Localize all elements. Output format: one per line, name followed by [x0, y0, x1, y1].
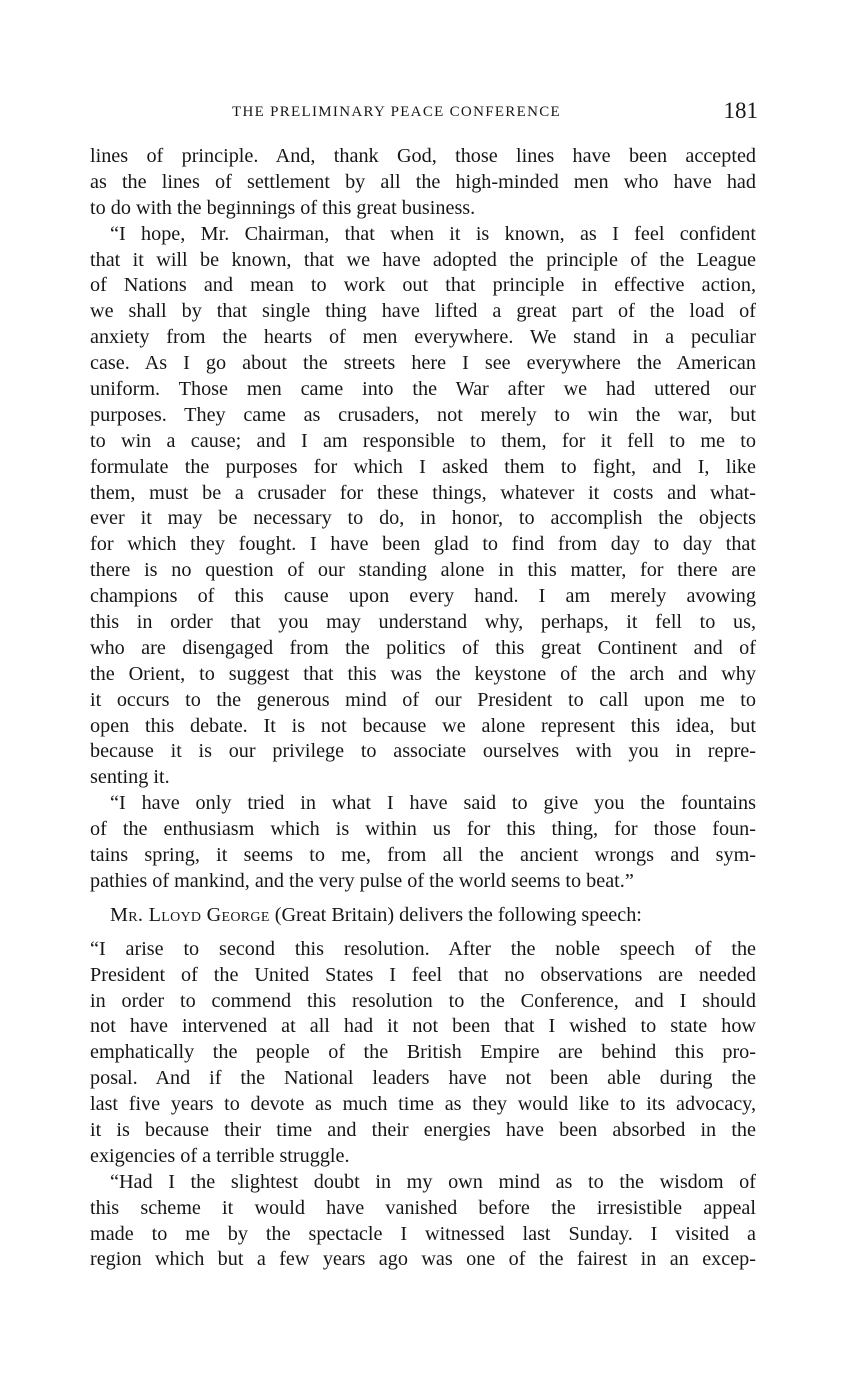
text-line: region which but a few years ago was one of the fairest in an excep-: [90, 1248, 756, 1271]
text-line: President of the United States I feel that no observations are needed: [90, 963, 756, 986]
text-line: purposes. They came as crusaders, not merely to win the war, but: [90, 403, 756, 426]
text-line: senting it.: [90, 766, 170, 789]
text-line: “I hope, Mr. Chairman, that when it is known, as I feel confident: [110, 222, 756, 245]
text-line: to do with the beginnings of this great business.: [90, 196, 476, 219]
text-line: case. As I go about the streets here I see everywhere the American: [90, 352, 756, 375]
speaker-paragraph: [90, 903, 756, 929]
text-line: “I arise to second this resolution. After the noble speech of the: [90, 937, 756, 960]
text-line: it occurs to the generous mind of our President to call upon me to: [90, 688, 756, 711]
text-line: anxiety from the hearts of men everywhere. We stand in a peculiar: [90, 326, 756, 349]
text-line: of the enthusiasm which is within us for this thing, for those foun-: [90, 818, 756, 841]
text-line: tains spring, it seems to me, from all the ancient wrongs and sym-: [90, 844, 756, 867]
text-line: this in order that you may understand why, perhaps, it fell to us,: [90, 611, 756, 634]
paragraph-spacer: [90, 895, 756, 903]
paragraph: [90, 144, 756, 222]
text-line: who are disengaged from the politics of this great Continent and of: [90, 636, 756, 659]
text-line: in order to commend this resolution to the Conference, and I should: [90, 989, 756, 1012]
text-line: last five years to devote as much time as they would like to its advocacy,: [90, 1093, 756, 1116]
page-number: 181: [723, 98, 758, 123]
text-line: champions of this cause upon every hand. I am merely avowing: [90, 585, 756, 608]
paragraph: [90, 222, 756, 792]
text-line: it is because their time and their energies have been absorbed in the: [90, 1118, 756, 1141]
text-line: we shall by that single thing have lifted a great part of the load of: [90, 300, 756, 323]
paragraph: [90, 1170, 756, 1274]
text-line: there is no question of our standing alone in this matter, for there are: [90, 559, 756, 582]
speaker-name: Mr. Lloyd George: [110, 903, 270, 926]
text-line: formulate the purposes for which I asked them to fight, and I, like: [90, 455, 756, 478]
text-line: the Orient, to suggest that this was the keystone of the arch and why: [90, 662, 756, 685]
text-line: made to me by the spectacle I witnessed last Sunday. I visited a: [90, 1222, 756, 1245]
text-line: pathies of mankind, and the very pulse of the world seems to beat.”: [90, 869, 634, 892]
text-line: exigencies of a terrible struggle.: [90, 1144, 350, 1167]
speaker-line-text: (Great Britain) delivers the following speech:: [269, 903, 642, 926]
text-line: ever it may be necessary to do, in honor, to accomplish the objects: [90, 507, 756, 530]
text-line: this scheme it would have vanished before the irresistible appeal: [90, 1196, 756, 1219]
running-head: THE PRELIMINARY PEACE CONFERENCE: [232, 104, 561, 120]
paragraph: [90, 791, 756, 895]
text-line: “I have only tried in what I have said to give you the fountains: [110, 792, 756, 815]
text-line: to win a cause; and I am responsible to them, for it fell to me to: [90, 429, 756, 452]
text-line: because it is our privilege to associate ourselves with you in repre-: [90, 740, 756, 763]
text-line: not have intervened at all had it not been that I wished to state how: [90, 1015, 756, 1038]
body-text: [90, 144, 756, 1273]
text-line: emphatically the people of the British Empire are behind this pro-: [90, 1041, 756, 1064]
text-line: that it will be known, that we have adopted the principle of the League: [90, 248, 756, 271]
paragraph-spacer: [90, 929, 756, 937]
speaker-line: [90, 903, 756, 929]
text-line: them, must be a crusader for these things, whatever it costs and what-: [90, 481, 756, 504]
page-header: [90, 98, 758, 128]
text-line: lines of principle. And, thank God, those lines have been accepted: [90, 145, 756, 167]
text-line: open this debate. It is not because we alone represent this idea, but: [90, 714, 756, 737]
text-line: as the lines of settlement by all the high-minded men who have had: [90, 170, 756, 193]
text-line: for which they fought. I have been glad to find from day to day that: [90, 533, 756, 556]
text-line: uniform. Those men came into the War after we had uttered our: [90, 378, 756, 401]
text-line: posal. And if the National leaders have not been able during the: [90, 1067, 756, 1090]
text-line: of Nations and mean to work out that principle in effective action,: [90, 274, 756, 297]
paragraph: [90, 937, 756, 1170]
text-line: “Had I the slightest doubt in my own mind as to the wisdom of: [110, 1170, 756, 1193]
